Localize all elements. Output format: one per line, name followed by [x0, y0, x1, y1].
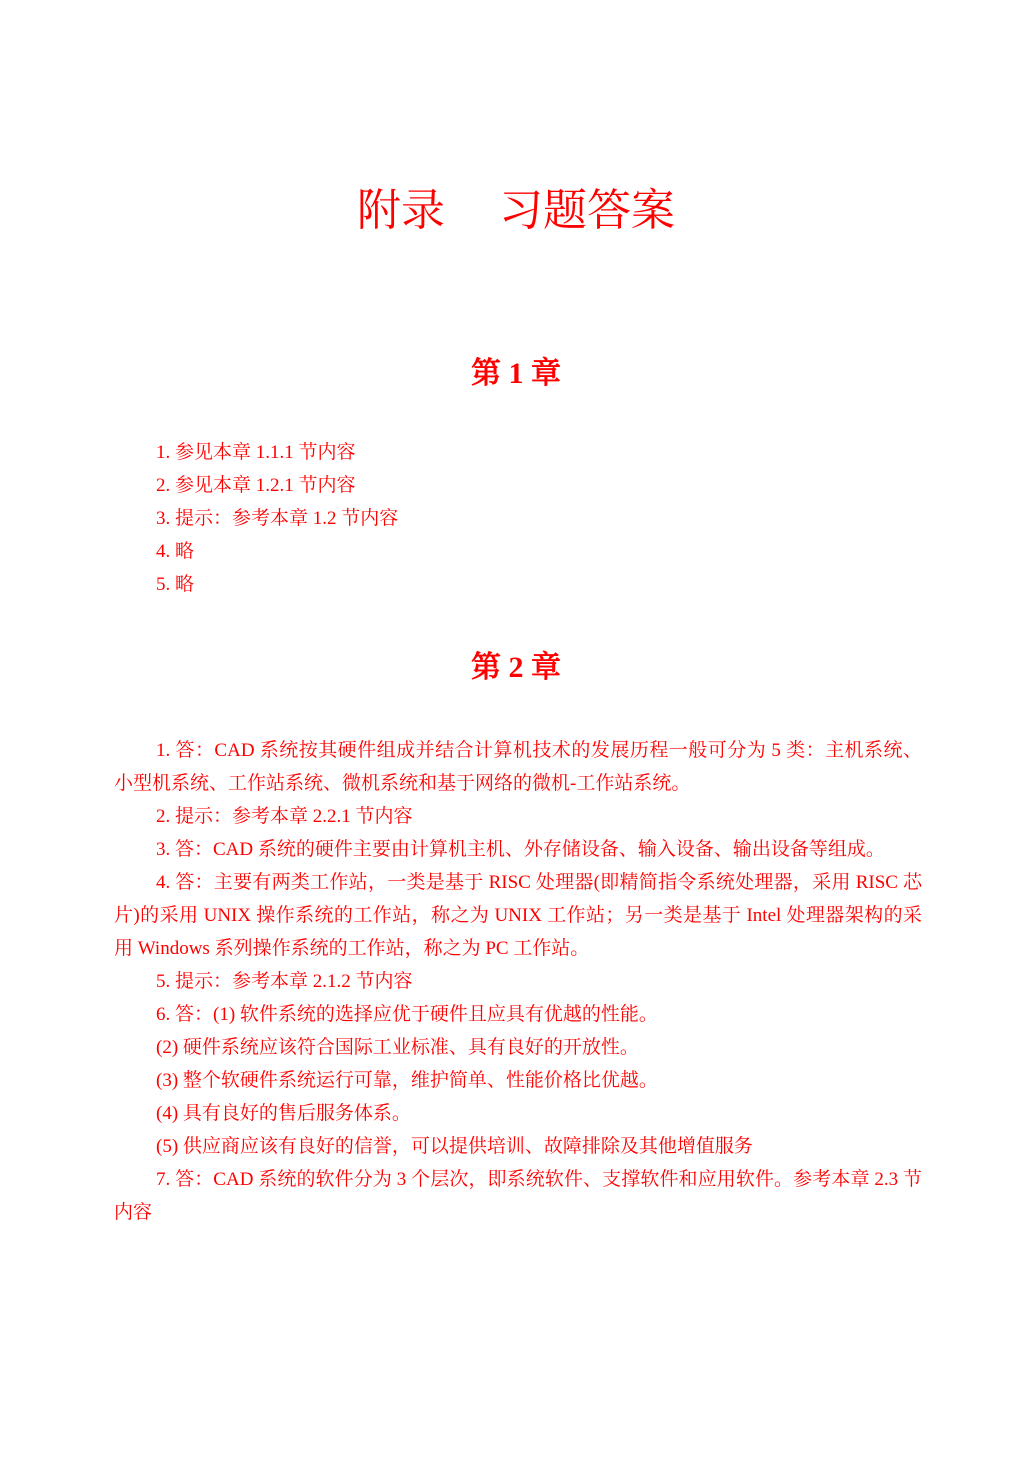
- chapter-1-answer-2: 2. 参见本章 1.2.1 节内容: [156, 475, 356, 496]
- chapter-2-heading: 第 2 章: [471, 651, 561, 684]
- chapter-2-answer-7: 7. 答：CAD 系统的软件分为 3 个层次，即系统软件、支撑软件和应用软件。参考本章 2.3 节内容: [114, 1169, 922, 1223]
- chapter-1-heading: 第 1 章: [471, 357, 561, 390]
- chapter-1-answer-4: 4. 略: [156, 541, 195, 562]
- chapter-2-answers: [0, 734, 1032, 1229]
- chapter-2-answer-6-point-3: (3) 整个软硬件系统运行可靠，维护简单、性能价格比优越。: [156, 1070, 658, 1091]
- chapter-2-answer-4: 4. 答：主要有两类工作站，一类是基于 RISC 处理器(即精简指令系统处理器，采用 RISC 芯片)的采用 UNIX 操作系统的工作站，称之为 UNIX 工作站；另一类是基于 Intel 处理器架构的采用 Windows 系列操作系统的工作站，称之为 PC 工作站。: [114, 872, 922, 959]
- chapter-2-answer-6-point-2: (2) 硬件系统应该符合国际工业标准、具有良好的开放性。: [156, 1037, 639, 1058]
- chapter-2-answer-2: 2. 提示：参考本章 2.2.1 节内容: [156, 806, 413, 827]
- chapter-2-answer-6: 6. 答：(1) 软件系统的选择应优于硬件且应具有优越的性能。: [156, 1004, 658, 1025]
- chapter-1-answer-5: 5. 略: [156, 574, 195, 595]
- chapter-2-answer-3: 3. 答：CAD 系统的硬件主要由计算机主机、外存储设备、输入设备、输出设备等组成。: [156, 839, 885, 860]
- chapter-2-answer-6-point-5: (5) 供应商应该有良好的信誉，可以提供培训、故障排除及其他增值服务: [156, 1136, 753, 1157]
- chapter-2-answer-1: 1. 答：CAD 系统按其硬件组成并结合计算机技术的发展历程一般可分为 5 类：主机系统、小型机系统、工作站系统、微机系统和基于网络的微机-工作站系统。: [114, 740, 922, 794]
- appendix-title: [0, 176, 1032, 246]
- chapter-2-answer-6-point-4: (4) 具有良好的售后服务体系。: [156, 1103, 411, 1124]
- chapter-2-answer-5: 5. 提示：参考本章 2.1.2 节内容: [156, 971, 413, 992]
- chapter-1-answer-1: 1. 参见本章 1.1.1 节内容: [156, 442, 356, 463]
- chapter-1-answers: [0, 436, 1032, 601]
- chapter-1-answer-3: 3. 提示：参考本章 1.2 节内容: [156, 508, 399, 529]
- appendix-label: 附录: [357, 185, 445, 236]
- answers-label: 习题答案: [499, 185, 675, 236]
